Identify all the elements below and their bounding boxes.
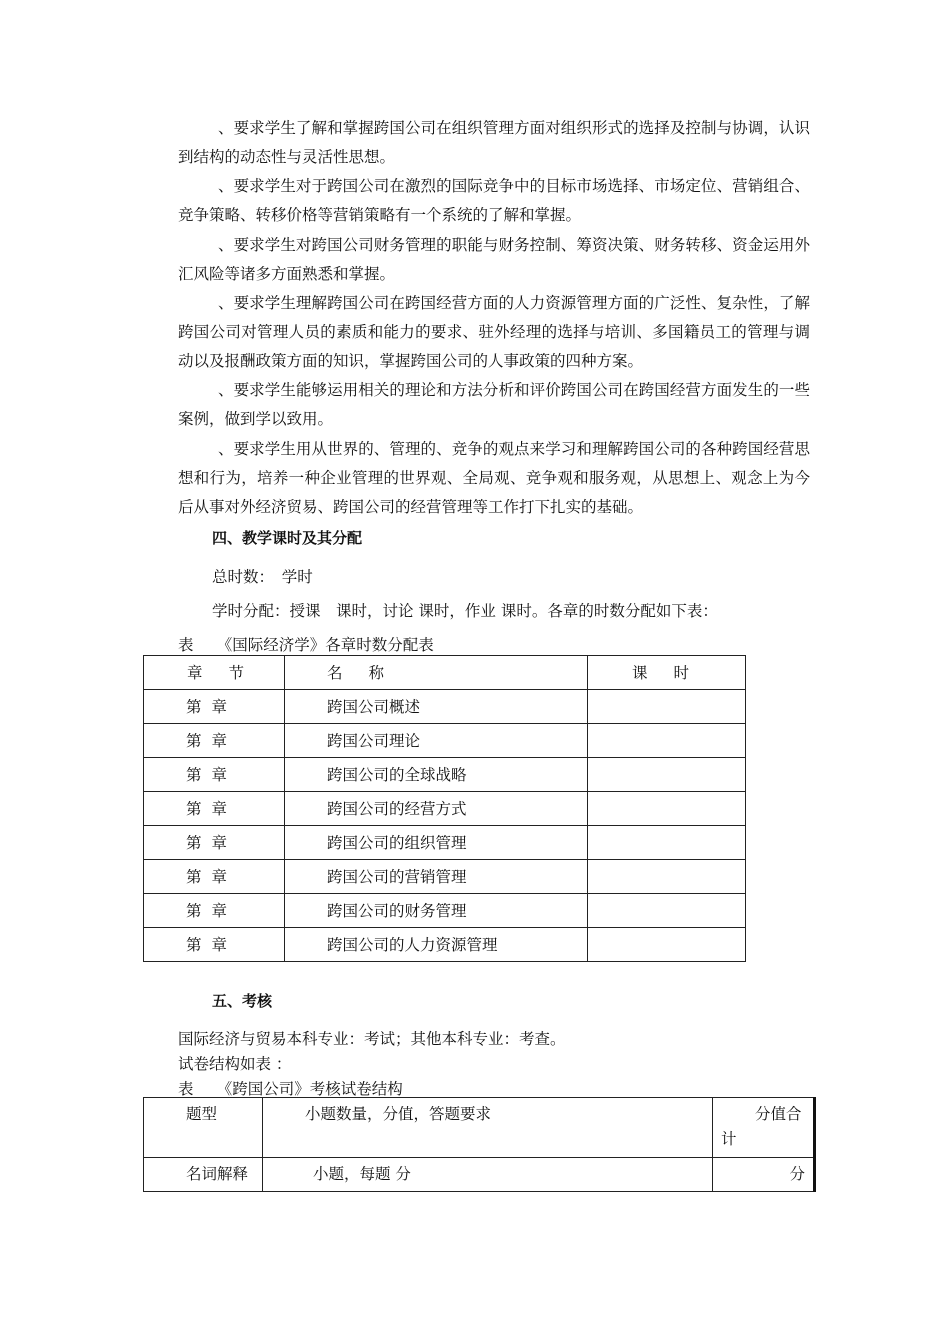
chapter-cell: 第章 bbox=[186, 834, 238, 852]
paragraph-4: 、要求学生理解跨国公司在跨国经营方面的人力资源管理方面的广泛性、复杂性，了解跨国公司对管理人员的素质和能力的要求、驻外经理的选择与培训、多国籍员工的管理与调动以及报酬政策方面的知识，掌握跨国公司的人事政策的四种方案。 bbox=[178, 294, 810, 370]
chapter-cell: 第章 bbox=[186, 766, 238, 784]
table-row bbox=[144, 690, 746, 724]
exam-structure-line: 试卷结构如表 ： bbox=[178, 1055, 292, 1073]
paragraph-2: 、要求学生对于跨国公司在激烈的国际竞争中的目标市场选择、市场定位、营销组合、竞争策略、转移价格等营销策略有一个系统的了解和掌握。 bbox=[178, 177, 810, 224]
hours-table bbox=[143, 655, 746, 962]
chapter-cell: 第章 bbox=[186, 698, 238, 716]
table-row bbox=[144, 928, 746, 962]
paragraph-3: 、要求学生对跨国公司财务管理的职能与财务控制、筹资决策、财务转移、资金运用外汇风险等诸多方面熟悉和掌握。 bbox=[178, 236, 810, 283]
chapter-name-cell: 跨国公司的财务管理 bbox=[327, 902, 467, 920]
header-score-total: 分值合计 bbox=[721, 1105, 802, 1148]
header-name: 名称 bbox=[327, 664, 411, 682]
table-row bbox=[144, 826, 746, 860]
chapter-hours-cell bbox=[632, 928, 745, 933]
exam-table-caption: 表 《跨国公司》考核试卷结构 bbox=[178, 1080, 403, 1098]
total-hours: 总时数： 学时 bbox=[212, 568, 313, 586]
chapter-hours-cell bbox=[632, 860, 745, 865]
table-row bbox=[144, 894, 746, 928]
chapter-cell: 第章 bbox=[186, 800, 238, 818]
chapter-name-cell: 跨国公司的全球战略 bbox=[327, 766, 467, 784]
hours-distribution: 学时分配：授课 课时，讨论 课时，作业 课时。各章的时数分配如下表： bbox=[212, 602, 718, 620]
table-row bbox=[144, 1158, 815, 1192]
hours-table-caption: 表 《国际经济学》各章时数分配表 bbox=[178, 636, 434, 654]
chapter-hours-cell bbox=[632, 758, 745, 763]
chapter-hours-cell bbox=[632, 690, 745, 695]
chapter-hours-cell bbox=[632, 894, 745, 899]
paragraph-6: 、要求学生用从世界的、管理的、竞争的观点来学习和理解跨国公司的各种跨国经营思想和行为，培养一种企业管理的世界观、全局观、竞争观和服务观，从思想上、观念上为今后从事对外经济贸易、跨国公司的经营管理等工作打下扎实的基础。 bbox=[178, 440, 810, 516]
chapter-hours-cell bbox=[632, 792, 745, 797]
table-row bbox=[144, 792, 746, 826]
paragraph-5: 、要求学生能够运用相关的理论和方法分析和评价跨国公司在跨国经营方面发生的一些案例，做到学以致用。 bbox=[178, 381, 810, 428]
chapter-name-cell: 跨国公司的经营方式 bbox=[327, 800, 467, 818]
chapter-cell: 第章 bbox=[186, 732, 238, 750]
header-question-details: 小题数量，分值，答题要求 bbox=[305, 1105, 492, 1123]
chapter-hours-cell bbox=[632, 724, 745, 729]
section-4-heading: 四、教学课时及其分配 bbox=[212, 529, 363, 547]
table-header-row bbox=[144, 1098, 815, 1158]
exam-type-line: 国际经济与贸易本科专业：考试；其他本科专业：考查。 bbox=[178, 1030, 566, 1048]
question-type-cell: 名词解释 bbox=[186, 1165, 249, 1183]
header-chapter: 章节 bbox=[187, 664, 271, 682]
chapter-cell: 第章 bbox=[186, 902, 238, 920]
chapter-name-cell: 跨国公司的营销管理 bbox=[327, 868, 467, 886]
chapter-name-cell: 跨国公司理论 bbox=[327, 732, 421, 750]
table-row bbox=[144, 758, 746, 792]
chapter-name-cell: 跨国公司概述 bbox=[327, 698, 421, 716]
header-question-type: 题型 bbox=[186, 1105, 218, 1123]
chapter-cell: 第章 bbox=[186, 868, 238, 886]
table-row bbox=[144, 860, 746, 894]
section-5-heading: 五、考核 bbox=[212, 992, 273, 1010]
exam-table bbox=[143, 1097, 816, 1192]
table-row bbox=[144, 724, 746, 758]
paragraph-1: 、要求学生了解和掌握跨国公司在组织管理方面对组织形式的选择及控制与协调，认识到结构的动态性与灵活性思想。 bbox=[178, 119, 810, 166]
chapter-cell: 第章 bbox=[186, 936, 238, 954]
chapter-hours-cell bbox=[632, 826, 745, 831]
table-header-row bbox=[144, 656, 746, 690]
question-detail-cell: 小题，每题 分 bbox=[313, 1165, 411, 1183]
score-total-cell: 分 bbox=[789, 1165, 805, 1183]
chapter-name-cell: 跨国公司的组织管理 bbox=[327, 834, 467, 852]
chapter-name-cell: 跨国公司的人力资源管理 bbox=[327, 936, 498, 954]
header-hours: 课时 bbox=[632, 664, 716, 682]
